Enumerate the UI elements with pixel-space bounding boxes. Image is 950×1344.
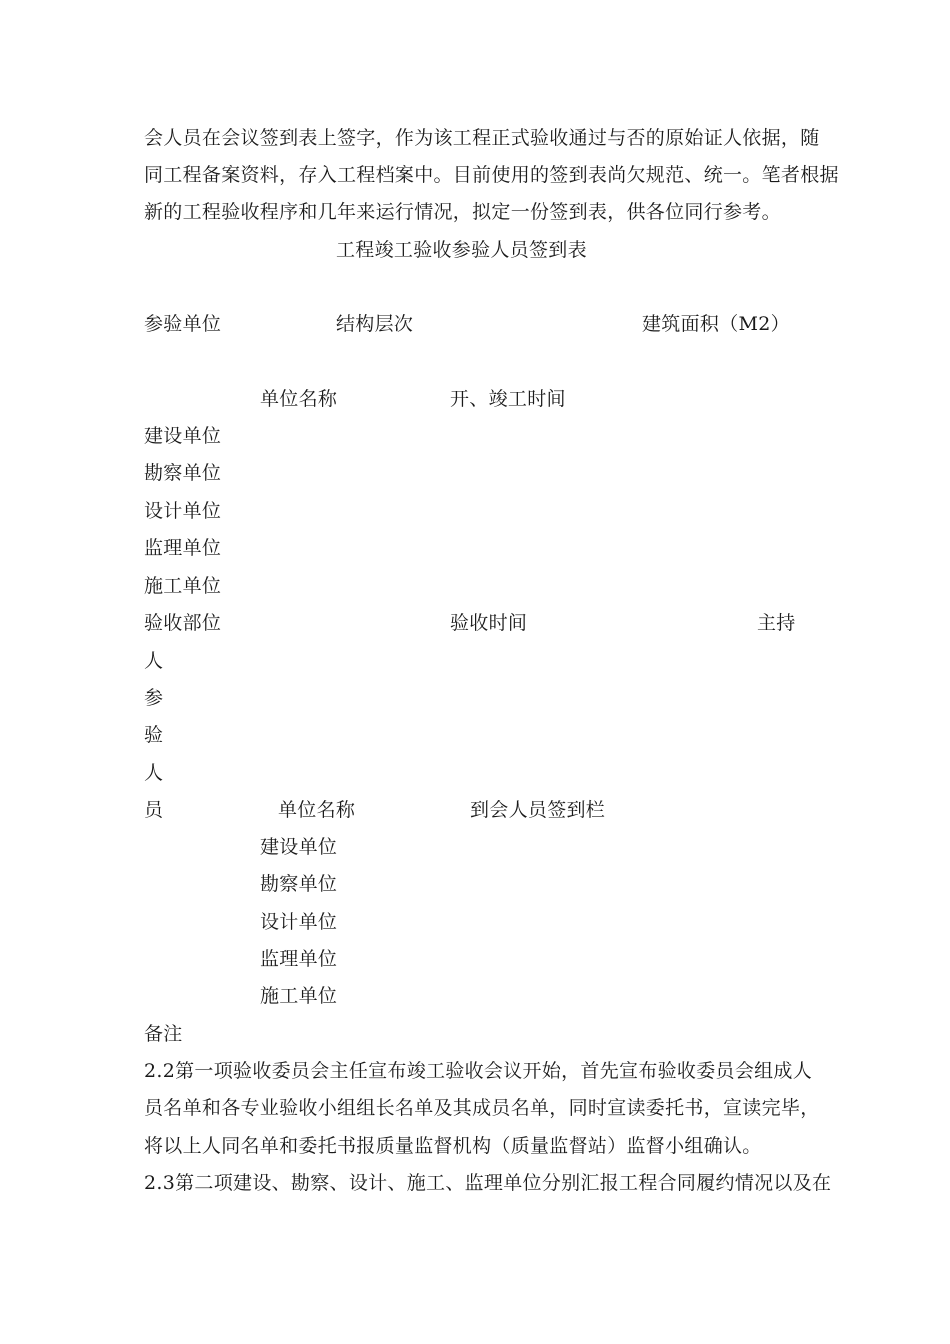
section-2-3-line-1: 2.3第二项建设、勘察、设计、施工、监理单位分别汇报工程合同履约情况以及在 xyxy=(144,1172,832,1194)
acceptance-part: 验收部位 xyxy=(144,612,222,634)
sub-header-time: 开、竣工时间 xyxy=(450,388,566,410)
remarks: 备注 xyxy=(144,1023,183,1045)
header-structure: 结构层次 xyxy=(336,313,414,335)
participants-label-char-1: 参 xyxy=(144,687,164,709)
participant-unit-supervision: 监理单位 xyxy=(260,948,338,970)
participant-unit-survey: 勘察单位 xyxy=(260,873,338,895)
section-2-2-line-1: 2.2第一项验收委员会主任宣布竣工验收会议开始，首先宣布验收委员会组成人 xyxy=(144,1060,813,1082)
participant-unit-construction: 建设单位 xyxy=(260,836,338,858)
participant-unit-design: 设计单位 xyxy=(260,911,338,933)
participants-unit-name: 单位名称 xyxy=(278,799,356,821)
acceptance-host-suffix: 人 xyxy=(144,650,164,672)
section-2-2-line-3: 将以上人同名单和委托书报质量监督机构（质量监督站）监督小组确认。 xyxy=(144,1135,762,1157)
intro-line-1: 会人员在会议签到表上签字，作为该工程正式验收通过与否的原始证人依据，随 xyxy=(144,127,820,149)
header-area: 建筑面积（M2） xyxy=(642,313,790,335)
intro-line-2: 同工程备案资料，存入工程档案中。目前使用的签到表尚欠规范、统一。笔者根据 xyxy=(144,164,839,186)
participants-label-char-3: 人 xyxy=(144,762,164,784)
unit-design: 设计单位 xyxy=(144,500,222,522)
participant-unit-contractor: 施工单位 xyxy=(260,985,338,1007)
unit-contractor: 施工单位 xyxy=(144,575,222,597)
unit-supervision: 监理单位 xyxy=(144,537,222,559)
unit-survey: 勘察单位 xyxy=(144,462,222,484)
sub-header-unit-name: 单位名称 xyxy=(260,388,338,410)
header-unit: 参验单位 xyxy=(144,313,222,335)
participants-label-char-2: 验 xyxy=(144,724,164,746)
participants-label-char-4: 员 xyxy=(144,799,164,821)
acceptance-host: 主持 xyxy=(757,612,796,634)
acceptance-time: 验收时间 xyxy=(450,612,528,634)
unit-construction: 建设单位 xyxy=(144,425,222,447)
form-title: 工程竣工验收参验人员签到表 xyxy=(336,239,587,261)
section-2-2-line-2: 员名单和各专业验收小组组长名单及其成员名单，同时宣读委托书，宣读完毕， xyxy=(144,1097,820,1119)
intro-line-3: 新的工程验收程序和几年来运行情况，拟定一份签到表，供各位同行参考。 xyxy=(144,201,781,223)
participants-sign: 到会人员签到栏 xyxy=(470,799,606,821)
